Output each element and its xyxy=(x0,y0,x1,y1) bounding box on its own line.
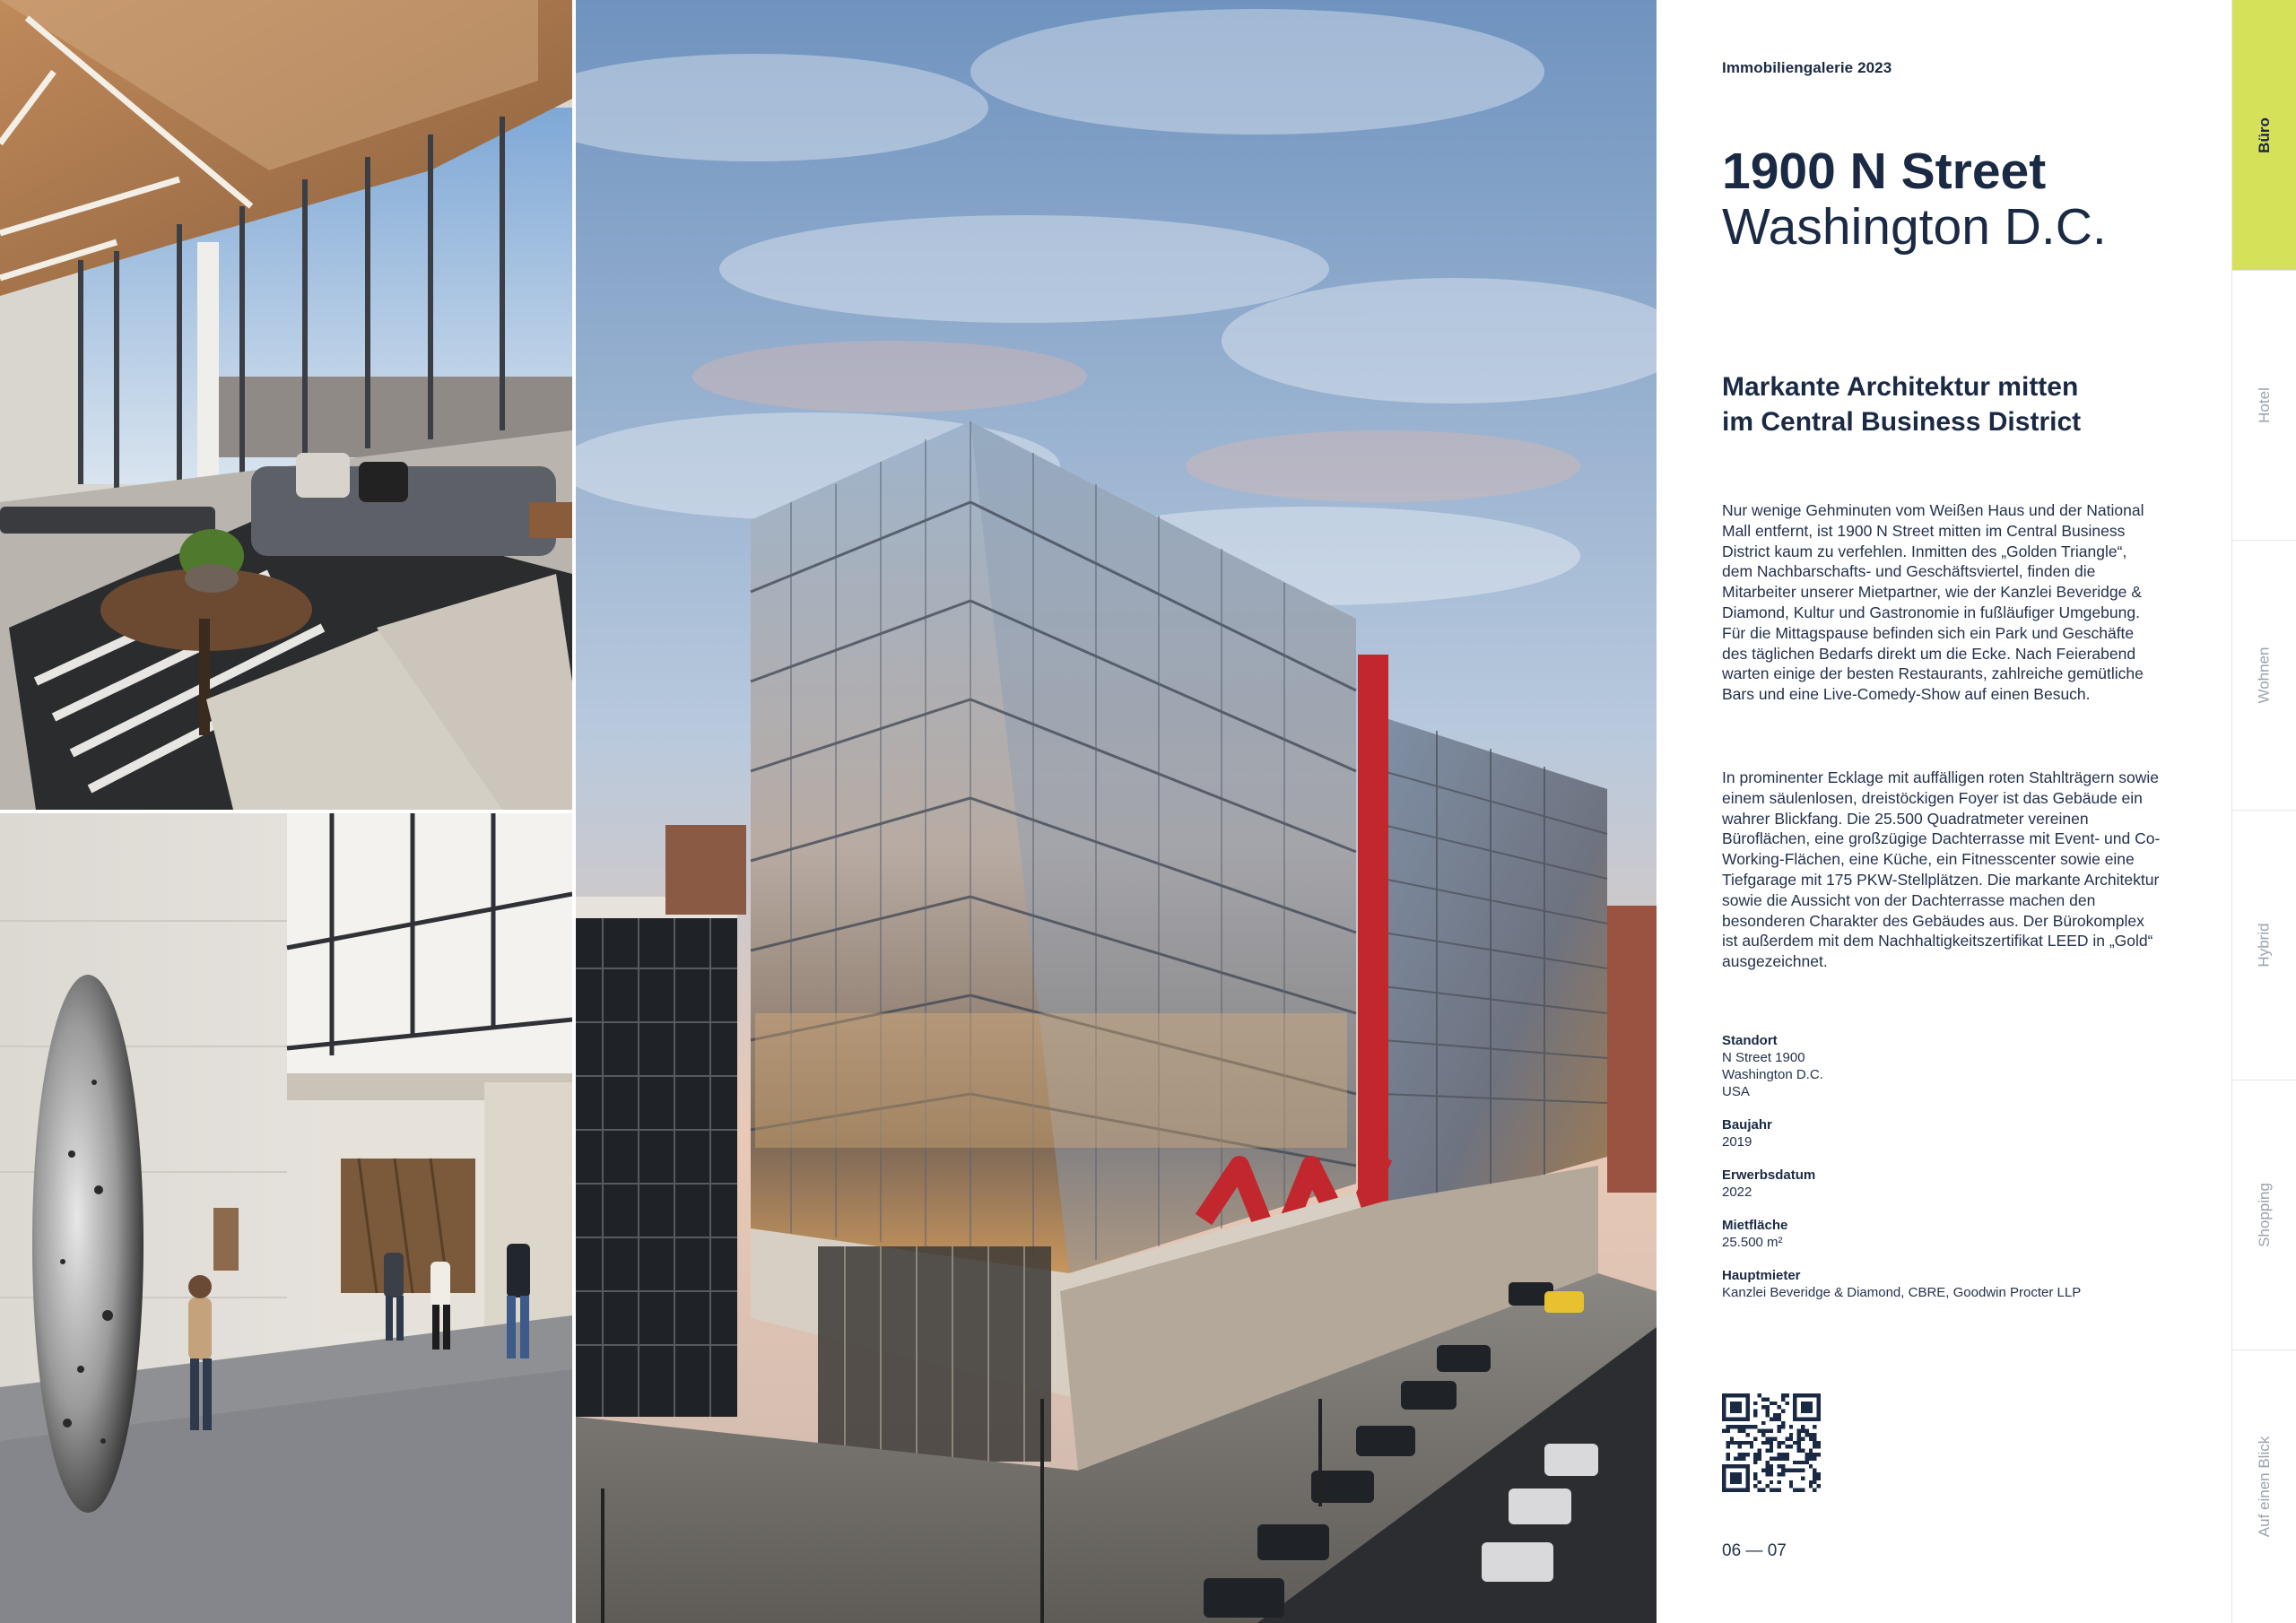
tab-label: Büro xyxy=(2255,117,2273,153)
fact-label: Erwerbsdatum xyxy=(1722,1167,1816,1183)
key-facts xyxy=(1722,1032,2161,1317)
building-exterior-photo xyxy=(576,0,1657,1623)
title-address: 1900 N Street xyxy=(1722,143,2047,200)
fact-year-built xyxy=(1722,1116,2161,1150)
tab-label: Auf einen Blick xyxy=(2256,1436,2274,1537)
tab-shopping[interactable] xyxy=(2232,1080,2296,1350)
fact-main-tenants xyxy=(1722,1267,2161,1301)
fact-value: 2019 xyxy=(1722,1134,1752,1150)
intro-paragraph: Nur wenige Gehminuten vom Weißen Haus und der National Mall entfernt, ist 1900 N Street mitten im Central Business District kaum zu verfehlen. Inmitten des „Golden Triangle“, dem Nachbarschafts- und Geschäftsviertel, finden die Mitarbeiter unserer Mietpartner, wie der Kanzlei Beveridge & Diamond, Kultur und Gastronomie in fußläufiger Umgebung. Für die Mittagspause befinden sich ein Park und Geschäfte des täglichen Bedarfs direkt um die Ecke. Nach Feierabend warten einige der besten Restaurants, zahlreiche gemütliche Bars und eine Live-Comedy-Show auf einen Besuch. xyxy=(1722,501,2144,704)
architecture-paragraph: In prominenter Ecklage mit auffälligen roten Stahlträgern sowie einem säulenlosen, dreistöckigen Foyer ist das Gebäude ein wahrer Blickfang. Die 25.500 Quadratmeter vereinen Büroflächen, eine großzügige Dachterrasse mit Event- und Co-Working-Flächen, eine Küche, ein Fitnesscenter sowie eine Tiefgarage mit 175 PKW-Stellplätzen. Die markante Architektur sowie die Aussicht von der Dachterrasse machen den besonderen Charakter des Gebäudes aus. Der Bürokomplex ist außerdem mit dem Nachhaltigkeitszertifikat LEED in „Gold“ ausgezeichnet. xyxy=(1722,768,2161,971)
fact-value: 25.500 m² xyxy=(1722,1235,1783,1250)
fact-value: Kanzlei Beveridge & Diamond, CBRE, Goodwin Procter LLP xyxy=(1722,1285,2082,1300)
fact-value: 2022 xyxy=(1722,1185,1752,1200)
tab-label: Shopping xyxy=(2256,1182,2273,1247)
qr-code[interactable] xyxy=(1722,1393,1821,1492)
fact-rental-area xyxy=(1722,1217,2161,1251)
section-heading: Markante Architektur mitten im Central Business District xyxy=(1722,372,2082,437)
fact-label: Mietfläche xyxy=(1722,1218,1788,1233)
publication-overline: Immobiliengalerie 2023 xyxy=(1722,59,1892,76)
fact-location xyxy=(1722,1032,2161,1100)
fact-value: N Street 1900 Washington D.C. USA xyxy=(1722,1050,1823,1099)
page-title xyxy=(1722,143,2188,255)
category-tabs xyxy=(2231,0,2296,1623)
tab-label: Wohnen xyxy=(2255,646,2273,704)
fact-label: Baujahr xyxy=(1722,1117,1772,1133)
tab-hotel[interactable] xyxy=(2232,270,2296,541)
tab-label: Hotel xyxy=(2256,386,2273,423)
tab-label: Hybrid xyxy=(2256,922,2273,968)
title-city: Washington D.C. xyxy=(1722,198,2107,256)
tab-wohnen[interactable] xyxy=(2232,540,2296,811)
fact-acquisition-date xyxy=(1722,1167,2161,1201)
lobby-photo xyxy=(0,813,572,1623)
tab-auf-einen-blick[interactable] xyxy=(2232,1350,2296,1623)
fact-label: Hauptmieter xyxy=(1722,1268,1801,1283)
fact-label: Standort xyxy=(1722,1033,1778,1048)
page-numbers: 06 — 07 xyxy=(1722,1541,1787,1560)
tab-buero[interactable] xyxy=(2232,0,2296,271)
tab-hybrid[interactable] xyxy=(2232,810,2296,1081)
lounge-photo xyxy=(0,0,572,810)
